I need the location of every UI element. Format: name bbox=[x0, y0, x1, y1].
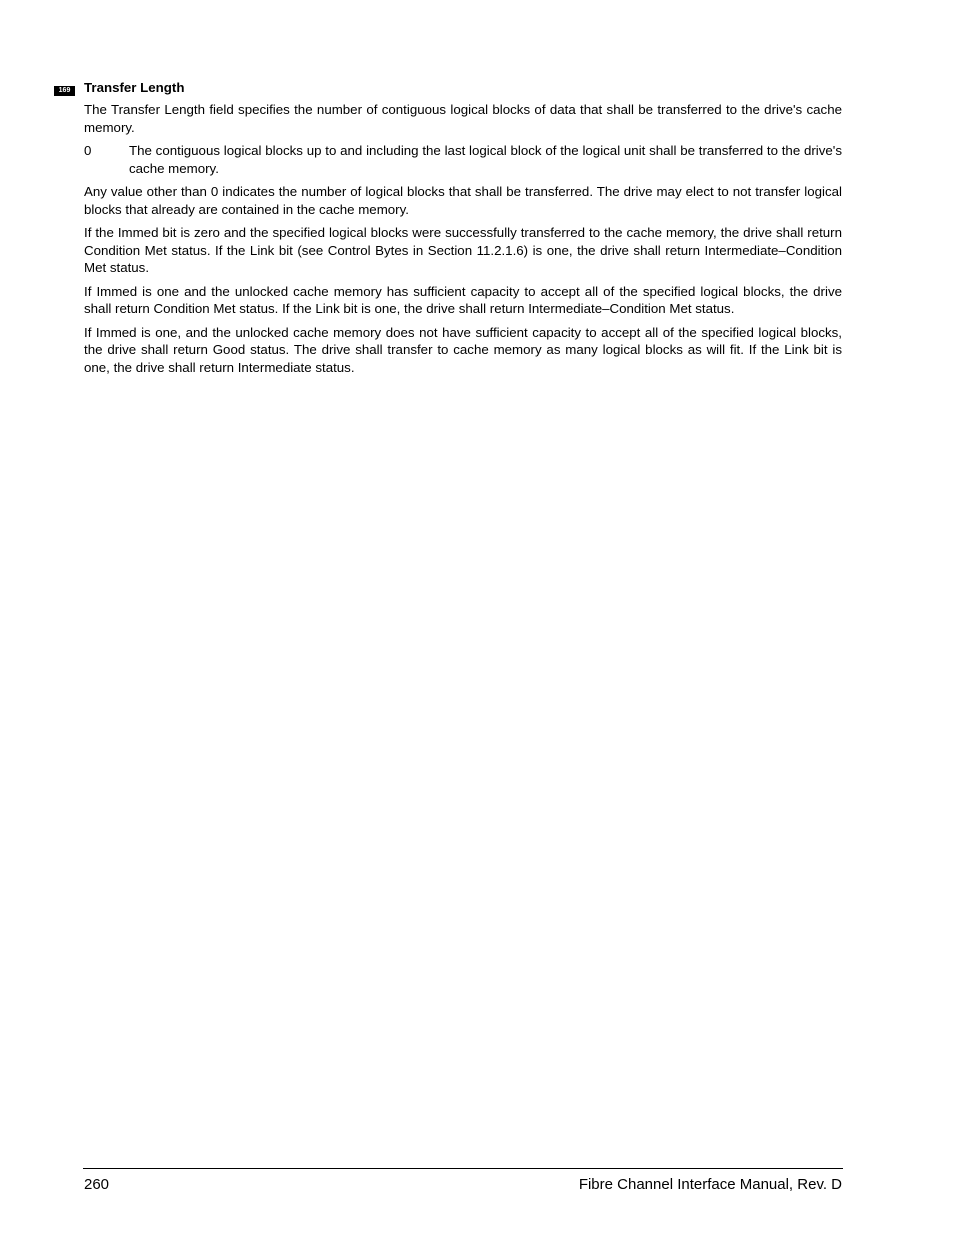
body-paragraph: If Immed is one and the unlocked cache memory has sufficient capacity to accept all of the specified logical blocks, the drive shall return Condition Met status. If the Link bit is one, the drive shall return Intermediate–Condition Met status. bbox=[84, 283, 842, 316]
body-paragraph: Any value other than 0 indicates the number of logical blocks that shall be transferred. The drive may elect to not transfer logical blocks that already are contained in the cache memory. bbox=[84, 184, 842, 217]
section-heading: Transfer Length bbox=[84, 80, 185, 95]
body-paragraph: If Immed is one, and the unlocked cache memory does not have sufficient capacity to accept all of the specified logical blocks, the drive shall return Good status. The drive shall transfer to cache memory as many logical blocks as will fit. If the Link bit is one, the drive shall return Intermediate status. bbox=[84, 324, 842, 375]
page-number: 260 bbox=[84, 1176, 110, 1193]
body-paragraph: If the Immed bit is zero and the specified logical blocks were successfully transferred to the cache memory, the drive shall return Condition Met status. If the Link bit (see Control Bytes in Section 11.2.1.6) is one, the drive shall return Intermediate–Condition Met status. bbox=[84, 225, 842, 275]
definition-text: The contiguous logical blocks up to and including the last logical block of the logical unit shall be transferred to the drive's cache memory. bbox=[129, 143, 842, 176]
change-bar-badge: 169 bbox=[54, 86, 75, 96]
definition-term: 0 bbox=[84, 143, 92, 158]
definition-item bbox=[84, 142, 842, 177]
footer-divider bbox=[83, 1168, 843, 1169]
document-title: Fibre Channel Interface Manual, Rev. D bbox=[578, 1176, 842, 1193]
main-content bbox=[84, 78, 842, 382]
intro-paragraph: The Transfer Length field specifies the number of contiguous logical blocks of data that shall be transferred to the drive's cache memory. bbox=[84, 102, 842, 135]
